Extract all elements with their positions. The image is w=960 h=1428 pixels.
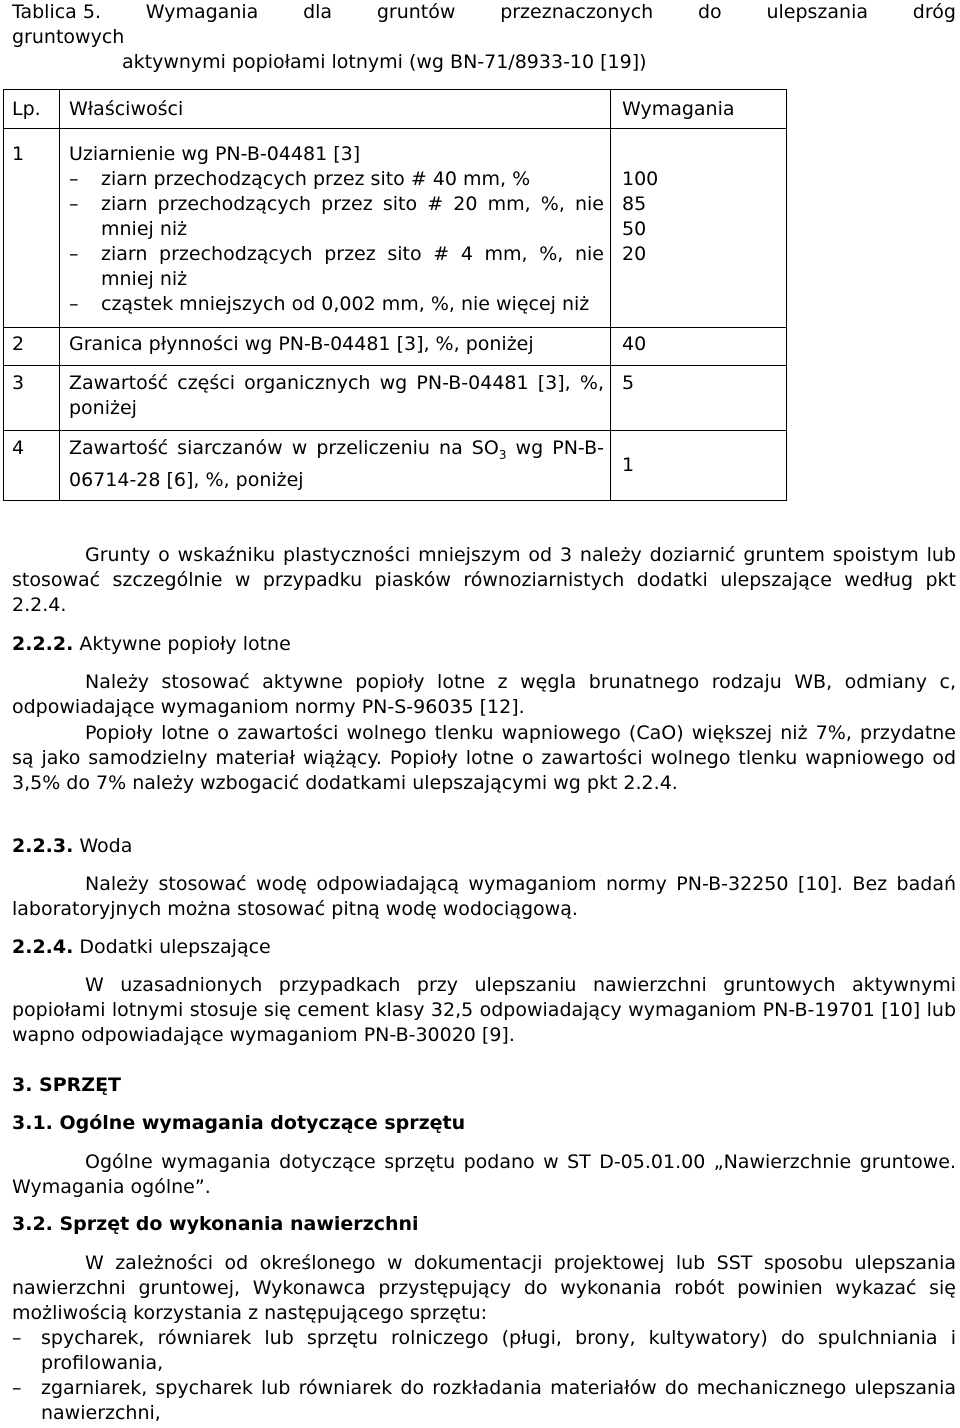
value: 100 (622, 168, 659, 190)
caption-word: Wymagania (145, 1, 259, 23)
row-property: Zawartość części organicznych wg PN-B-04481 [3], %, poniżej (60, 366, 611, 431)
caption-word: dróg (912, 1, 956, 23)
list-item: – ziarn przechodzących przez sito # 40 mm, % (69, 168, 531, 190)
caption-line-1 (12, 0, 956, 25)
dash-marker: – (69, 293, 79, 315)
table-caption (12, 0, 956, 75)
table-row (4, 129, 787, 328)
dash-marker: – (69, 168, 79, 190)
heading-2-2-4: 2.2.4. Dodatki ulepszające (12, 936, 271, 958)
value: 50 (622, 218, 647, 240)
table-row (4, 328, 787, 366)
table-row (4, 366, 787, 431)
row-property: Zawartość siarczanów w przeliczeniu na $SO_3$ wg PN-B-06714-28 [6], %, poniżej (60, 431, 611, 501)
value: 20 (622, 243, 647, 265)
paragraph-2-2-3: Należy stosować wodę odpowiadającą wymaganiom normy PN-B-32250 [10]. Bez badań laboratoryjnych można stosować pitną wodę wodociągową. (12, 873, 956, 920)
header-property: Właściwości (60, 90, 611, 129)
caption-word: do (697, 1, 722, 23)
table-row (4, 431, 787, 501)
dash-marker: – (12, 1377, 22, 1399)
dash-marker: – (69, 243, 79, 265)
heading-3-1: 3.1. Ogólne wymagania dotyczące sprzętu (12, 1112, 466, 1134)
row-title: Uziarnienie wg PN-B-04481 [3] (69, 143, 361, 165)
header-lp: Lp. (4, 90, 60, 129)
row-value: 1 (611, 431, 787, 501)
row-property (60, 129, 611, 328)
paragraph-grunty: Grunty o wskaźniku plastyczności mniejszym od 3 należy doziarnić gruntem spoistym lub stosować szczególnie w przypadku piasków równoziarnistych dodatki ulepszające według pkt 2.2.4. (12, 544, 956, 616)
caption-word: dla (303, 1, 333, 23)
heading-3: 3. SPRZĘT (12, 1074, 122, 1096)
list-item: – cząstek mniejszych od 0,002 mm, %, nie więcej niż (69, 293, 590, 315)
caption-word: ulepszania (766, 1, 869, 23)
dash-marker: – (12, 1327, 22, 1349)
requirements-table (3, 89, 787, 501)
row-values (611, 129, 787, 328)
caption-word: przeznaczonych (500, 1, 654, 23)
list-item: – ziarn przechodzących przez sito # 20 mm, %, nie mniej niż (69, 193, 604, 240)
row-lp: 4 (4, 431, 60, 501)
paragraph-2-2-2-a: Należy stosować aktywne popioły lotne z węgla brunatnego rodzaju WB, odmiany c, odpowiadające wymaganiom normy PN-S-96035 [12]. (12, 671, 956, 718)
paragraph-3-1: Ogólne wymagania dotyczące sprzętu podano w ST D-05.01.00 „Nawierzchnie gruntowe. Wymagania ogólne”. (12, 1151, 956, 1198)
row-lp: 1 (4, 129, 60, 328)
value: 85 (622, 193, 647, 215)
table-header-row (4, 90, 787, 129)
list-item: – ziarn przechodzących przez sito # 4 mm, %, nie mniej niż (69, 243, 604, 290)
paragraph-2-2-2-b: Popioły lotne o zawartości wolnego tlenku wapniowego (CaO) większej niż 7%, przydatne są jako samodzielny materiał wiążący. Popioły lotne o zawartości wolnego tlenku wapniowego od 3,5% do 7% należy wzbogacić dodatkami ulepszającymi wg pkt 2.2.4. (12, 722, 956, 794)
row-lp: 3 (4, 366, 60, 431)
caption-line-2: gruntowych (12, 26, 125, 48)
caption-word: Tablica 5. (12, 1, 101, 23)
heading-3-2: 3.2. Sprzęt do wykonania nawierzchni (12, 1213, 419, 1235)
row-value: 5 (611, 366, 787, 431)
caption-word: gruntów (376, 1, 456, 23)
header-requirement: Wymagania (611, 90, 787, 129)
paragraph-3-2: W zależności od określonego w dokumentacji projektowej lub SST sposobu ulepszania nawierzchni gruntowej, Wykonawca przystępujący do wykonania robót powinien wykazać się możliwością korzystania z następującego sprzętu: (12, 1252, 956, 1324)
heading-2-2-3: 2.2.3. Woda (12, 835, 133, 857)
row-value: 40 (611, 328, 787, 366)
equipment-list (12, 1326, 956, 1426)
caption-line-3: aktywnymi popiołami lotnymi (wg BN-71/8933-10 [19]) (122, 51, 647, 73)
row-property: Granica płynności wg PN-B-04481 [3], %, poniżej (60, 328, 611, 366)
heading-2-2-2: 2.2.2. Aktywne popioły lotne (12, 633, 291, 655)
dash-marker: – (69, 193, 79, 215)
list-item: – zgarniarek, spycharek lub równiarek do rozkładania materiałów do mechanicznego ulepszania nawierzchni, (12, 1377, 956, 1424)
row-lp: 2 (4, 328, 60, 366)
paragraph-2-2-4: W uzasadnionych przypadkach przy ulepszaniu nawierzchni gruntowych aktywnymi popiołami lotnymi stosuje się cement klasy 32,5 odpowiadający wymaganiom PN-B-19701 [10] lub wapno odpowiadające wymaganiom PN-B-30020 [9]. (12, 974, 956, 1046)
list-item: – spycharek, równiarek lub sprzętu rolniczego (pługi, brony, kultywatory) do spulchniania i profilowania, (12, 1327, 956, 1374)
